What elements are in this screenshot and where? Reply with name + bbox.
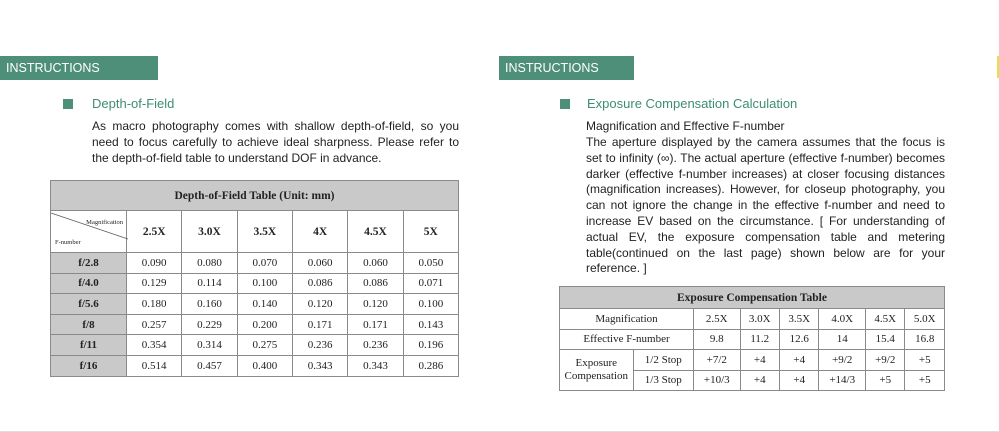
dof-cell: 0.080 [182, 253, 237, 274]
exposure-cell: +7/2 [694, 350, 741, 371]
corner-diagonal-line [51, 211, 128, 254]
table-row [51, 294, 459, 315]
exposure-cell: 2.5X [694, 309, 741, 330]
dof-cell: 0.343 [292, 355, 347, 376]
exposure-cell: 12.6 [780, 329, 819, 350]
dof-cell: 0.400 [237, 355, 292, 376]
exposure-cell: 16.8 [905, 329, 945, 350]
dof-cell: 0.090 [127, 253, 182, 274]
dof-cell: 0.196 [403, 335, 458, 356]
exposure-compensation-line1: Exposure [575, 357, 618, 369]
dof-cell: 0.140 [237, 294, 292, 315]
exposure-cell: 11.2 [740, 329, 779, 350]
dof-cell: 0.314 [182, 335, 237, 356]
dof-row-header: f/5.6 [51, 294, 127, 315]
exposure-cell: +5 [866, 370, 905, 391]
right-instructions-tab: INSTRUCTIONS [499, 56, 634, 80]
exposure-table-title: Exposure Compensation Table [560, 287, 945, 309]
dof-col-header: 4.5X [348, 211, 403, 253]
exposure-cell: 3.5X [780, 309, 819, 330]
dof-cell: 0.086 [292, 273, 347, 294]
exposure-cell: +4 [780, 350, 819, 371]
exposure-cell: +10/3 [694, 370, 741, 391]
dof-cell: 0.354 [127, 335, 182, 356]
exposure-cell: +9/2 [819, 350, 866, 371]
dof-cell: 0.180 [127, 294, 182, 315]
dof-cell: 0.143 [403, 314, 458, 335]
exposure-cell: 4.0X [819, 309, 866, 330]
dof-cell: 0.086 [348, 273, 403, 294]
dof-col-header: 4X [292, 211, 347, 253]
dof-cell: 0.100 [237, 273, 292, 294]
dof-cell: 0.071 [403, 273, 458, 294]
dof-col-header: 2.5X [127, 211, 182, 253]
dof-cell: 0.514 [127, 355, 182, 376]
exposure-compensation-label [560, 350, 634, 391]
dof-row-header: f/4.0 [51, 273, 127, 294]
exposure-cell: 14 [819, 329, 866, 350]
right-paragraph: The aperture displayed by the camera assumes that the focus is set to infinity (∞). The actual aperture (effective f-number) becomes darker (effective f-number increases) at closer focusing distances (magnification increases). However, for closeup photography, you can not ignore the change in the effective f-number and need to increase EV based on the circumstance. [ For understanding of actual EV, the exposure compensation table and metering table(continued on the last page) shown below are for your reference. ] [586, 135, 945, 276]
exposure-table [559, 286, 945, 391]
dof-col-header: 3.0X [182, 211, 237, 253]
effective-fnumber-label: Effective F-number [560, 329, 694, 350]
magnification-label: Magnification [560, 309, 694, 330]
dof-row-header: f/8 [51, 314, 127, 335]
exposure-cell: +4 [740, 350, 779, 371]
dof-cell: 0.060 [348, 253, 403, 274]
dof-cell: 0.236 [348, 335, 403, 356]
dof-cell: 0.343 [348, 355, 403, 376]
table-row [560, 329, 945, 350]
exposure-cell: 9.8 [694, 329, 741, 350]
exposure-cell: +4 [740, 370, 779, 391]
exposure-cell: +9/2 [866, 350, 905, 371]
dof-cell: 0.257 [127, 314, 182, 335]
dof-cell: 0.171 [292, 314, 347, 335]
table-row [560, 350, 945, 371]
half-stop-label: 1/2 Stop [633, 350, 693, 371]
table-row [51, 355, 459, 376]
exposure-cell: 4.5X [866, 309, 905, 330]
corner-magnification-label: Magnification [86, 219, 123, 226]
dof-cell: 0.100 [403, 294, 458, 315]
dof-table-title: Depth-of-Field Table (Unit: mm) [51, 181, 459, 211]
dof-cell: 0.275 [237, 335, 292, 356]
exposure-cell: +5 [905, 370, 945, 391]
exposure-cell: 3.0X [740, 309, 779, 330]
dof-cell: 0.050 [403, 253, 458, 274]
exposure-compensation-line2: Compensation [564, 370, 629, 382]
dof-cell: 0.160 [182, 294, 237, 315]
table-row [51, 273, 459, 294]
dof-cell: 0.200 [237, 314, 292, 335]
table-row [51, 253, 459, 274]
dof-row-header: f/16 [51, 355, 127, 376]
left-instructions-tab: INSTRUCTIONS [0, 56, 158, 80]
exposure-cell: +14/3 [819, 370, 866, 391]
dof-col-header: 3.5X [237, 211, 292, 253]
dof-table-corner [51, 211, 127, 253]
dof-col-header: 5X [403, 211, 458, 253]
dof-cell: 0.286 [403, 355, 458, 376]
dof-cell: 0.171 [348, 314, 403, 335]
dof-cell: 0.229 [182, 314, 237, 335]
dof-cell: 0.060 [292, 253, 347, 274]
right-heading: Exposure Compensation Calculation [587, 96, 798, 111]
dof-cell: 0.236 [292, 335, 347, 356]
dof-cell: 0.129 [127, 273, 182, 294]
dof-cell: 0.114 [182, 273, 237, 294]
dof-cell: 0.457 [182, 355, 237, 376]
table-row [560, 309, 945, 330]
dof-cell: 0.120 [348, 294, 403, 315]
third-stop-label: 1/3 Stop [633, 370, 693, 391]
dof-cell: 0.120 [292, 294, 347, 315]
exposure-cell: 5.0X [905, 309, 945, 330]
left-heading: Depth-of-Field [92, 96, 175, 111]
exposure-cell: +5 [905, 350, 945, 371]
dof-row-header: f/2.8 [51, 253, 127, 274]
left-bullet-icon [63, 99, 73, 109]
exposure-cell: 15.4 [866, 329, 905, 350]
exposure-cell: +4 [780, 370, 819, 391]
right-subheading: Magnification and Effective F-number [586, 119, 785, 133]
table-row [51, 314, 459, 335]
corner-fnumber-label: F-number [55, 239, 81, 246]
left-paragraph: As macro photography comes with shallow depth-of-field, so you need to focus carefully to achieve ideal sharpness. Please refer to the depth-of-field table to understand DOF in advance. [92, 119, 459, 165]
dof-table [50, 180, 459, 377]
dof-cell: 0.070 [237, 253, 292, 274]
dof-row-header: f/11 [51, 335, 127, 356]
table-row [51, 335, 459, 356]
right-bullet-icon [560, 99, 570, 109]
